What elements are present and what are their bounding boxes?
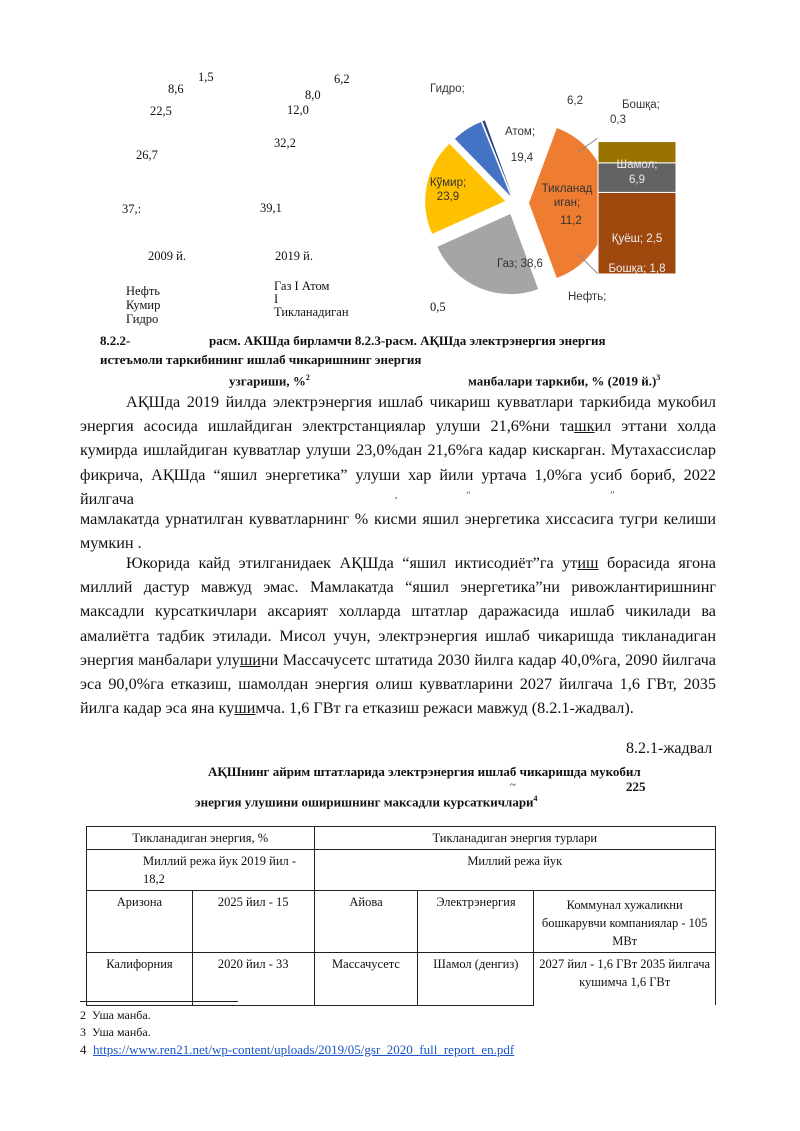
table-title: энергия улушини оширишнинг максадли курсаткичлари$^4$ (195, 794, 538, 810)
body-paragraph: мамлакатда урнатилган кувватларнинг % кисми яшил энергетика хиссасига тугри келиши мумкин . (80, 510, 716, 553)
table-title-mark: ~ (510, 779, 516, 791)
stray-mark: ‘‘ (466, 490, 471, 499)
stray-mark: ’’ (610, 490, 615, 499)
bar-label-other-small: 0,3 (610, 114, 626, 126)
pie-label-nuclear: 19,4 (510, 152, 534, 164)
table-cell: Коммунал хужаликни бошкарувчи компаниялар - 105 МВт (534, 891, 716, 953)
table-cell: Аризона (87, 891, 193, 953)
table-header-cell: Тикланадиган энергия, % (87, 827, 315, 850)
bar-label-solar: Қуёш; 2,5 (611, 233, 663, 245)
left-chart-label: 32,2 (274, 136, 296, 150)
left-chart-label: 39,1 (260, 201, 282, 215)
table-cell: 2020 йил - 33 (192, 953, 314, 1006)
table-header-row (87, 827, 716, 850)
footnote: 3 Уша манба. (80, 1025, 151, 1039)
table-cell: Калифорния (87, 953, 193, 1006)
bar-label-other-small: Бошқа; (622, 99, 660, 111)
pie-label-coal: Кўмир; (429, 177, 467, 189)
table-row (87, 891, 716, 953)
table-number: 8.2.1-жадвал (626, 740, 713, 757)
bar-label-other: Бошқа; 1,8 (608, 263, 666, 275)
left-chart-label: 8,0 (305, 88, 321, 102)
table-cell: Айова (314, 891, 418, 953)
pie-label-renewable: 11,2 (560, 215, 582, 227)
left-chart-label: 37,: (122, 202, 142, 216)
pie-label-nuclear: Атом; (504, 126, 536, 138)
bar-segment-Бошқа (598, 138, 676, 142)
caption-text: истеъмоли таркибининг ишлаб чикаришнинг энергия (100, 352, 422, 367)
year-label-2009: 2009 й. (148, 249, 186, 263)
oil-value-label: 0,5 (430, 300, 446, 314)
body-paragraph: АҚШда 2019 йилда электрэнергия ишлаб чикариш кувватлари таркибида мукобил энергия асосида ишлайдиган электрстанциялар улуши 21,6%ни ташкил эттани холда кумирда ишлайдиган кувватлар улуши 23,0%дан 21,6%га кадар кискарган. Мутахассислар фикрича, АҚШда “яшил энергетика” улуши хар йили уртача 1,0%га усиб бориб, 2022 йилгача (80, 393, 716, 508)
table-subheader-row (87, 850, 716, 891)
left-chart-label: 6,2 (334, 72, 350, 86)
legend-item: Гидро (126, 312, 159, 326)
bar-label-wind: 6,9 (629, 174, 645, 186)
caption-text: узгариши, %$^2$ (229, 373, 310, 389)
table-cell: Массачусетс (314, 953, 418, 1006)
legend-item: Кумир (126, 298, 161, 312)
table-cell: Электрэнергия (418, 891, 534, 953)
footnote-divider (80, 1001, 238, 1002)
table-cell: Шамол (денгиз) (418, 953, 534, 1006)
table-header-cell: Тикланадиган энергия турлари (314, 827, 715, 850)
table-title: АҚШнинг айрим штатларида электрэнергия ишлаб чикаришда мукобил (208, 764, 641, 779)
stray-mark: , (395, 490, 398, 500)
left-chart-label: 22,5 (150, 104, 172, 118)
legend-item: Тикланадиган (274, 305, 349, 319)
table-cell: 2027 йил - 1,6 ГВт 2035 йилгача кушимча 1,6 ГВт (534, 953, 716, 1006)
left-chart-label: 12,0 (287, 103, 309, 117)
pie-label-coal: 23,9 (436, 191, 460, 203)
left-chart-label: 8,6 (168, 82, 184, 96)
caption-text: расм. АКШда бирламчи 8.2.3-расм. АҚШда электрэнергия энергия (209, 333, 606, 348)
footnote: 2 Уша манба. (80, 1008, 151, 1022)
pie-label-hydro: Гидро; (430, 83, 465, 95)
caption-number: 8.2.2- (100, 333, 131, 348)
table-title-number: 225 (626, 779, 646, 794)
table-cell: Миллий режа йук 2019 йил - 18,2 (87, 850, 315, 891)
pie-label-hydro-value: 6,2 (567, 95, 583, 107)
caption-text: манбалари таркиби, % (2019 й.)$^3$ (468, 373, 661, 389)
bar-label-wind: Шамол; (616, 159, 658, 171)
year-label-2019: 2019 й. (275, 249, 313, 263)
pie-label-gas: Газ; 38,6 (497, 258, 543, 270)
footnote: 4 https://www.ren21.net/wp-content/uploads/2019/05/gsr_2020_full_report_en.pdf (80, 1042, 515, 1057)
legend-item: I (274, 292, 279, 306)
table-cell: 2025 йил - 15 (192, 891, 314, 953)
body-paragraph: Юкорида кайд этилганидаек АҚШда “яшил иктисодиёт”га утиш борасида ягона миллий дастур мавжуд эмас. Мамлакатда “яшил энергетика”ни ривожлантиришнинг максадли курсаткичлари аксарият холларда штатлар даражасида ишлаб чикилади ва амалиётга тадбик этилади. Мисол учун, электрэнергия ишлаб чикаришда тикланадиган энергия манбалари улушини Массачусетс штатида 2030 йилга кадар 40,0%га, 2090 йилгача эса 90,0%га етказиш, шамолдан энергия олиш кувватларини 2027 йилгача 1,6 ГВт, 2035 йилга кадар эса яна кушимча. 1,6 ГВт га етказиш режаси мавжуд (8.2.1-жадвал). (80, 554, 716, 718)
left-chart-label: 1,5 (198, 70, 214, 84)
legend-item: Нефть (126, 284, 160, 298)
pie-chart (420, 78, 720, 318)
footnote-link[interactable]: https://www.ren21.net/wp-content/uploads/2019/05/gsr_2020_full_report_en.pdf (93, 1042, 515, 1057)
table-cell: Миллий режа йук (314, 850, 715, 891)
pie-slice-Кўмир (437, 214, 538, 294)
legend-item: Газ I Атом (274, 279, 330, 293)
pie-label-renewable: Тикланад (541, 183, 593, 195)
table-row (87, 953, 716, 1006)
pie-label-renewable: иган; (553, 197, 581, 209)
pie-label-oil: Нефть; (568, 291, 607, 303)
targets-table (86, 826, 716, 1006)
left-chart-label: 26,7 (136, 148, 158, 162)
